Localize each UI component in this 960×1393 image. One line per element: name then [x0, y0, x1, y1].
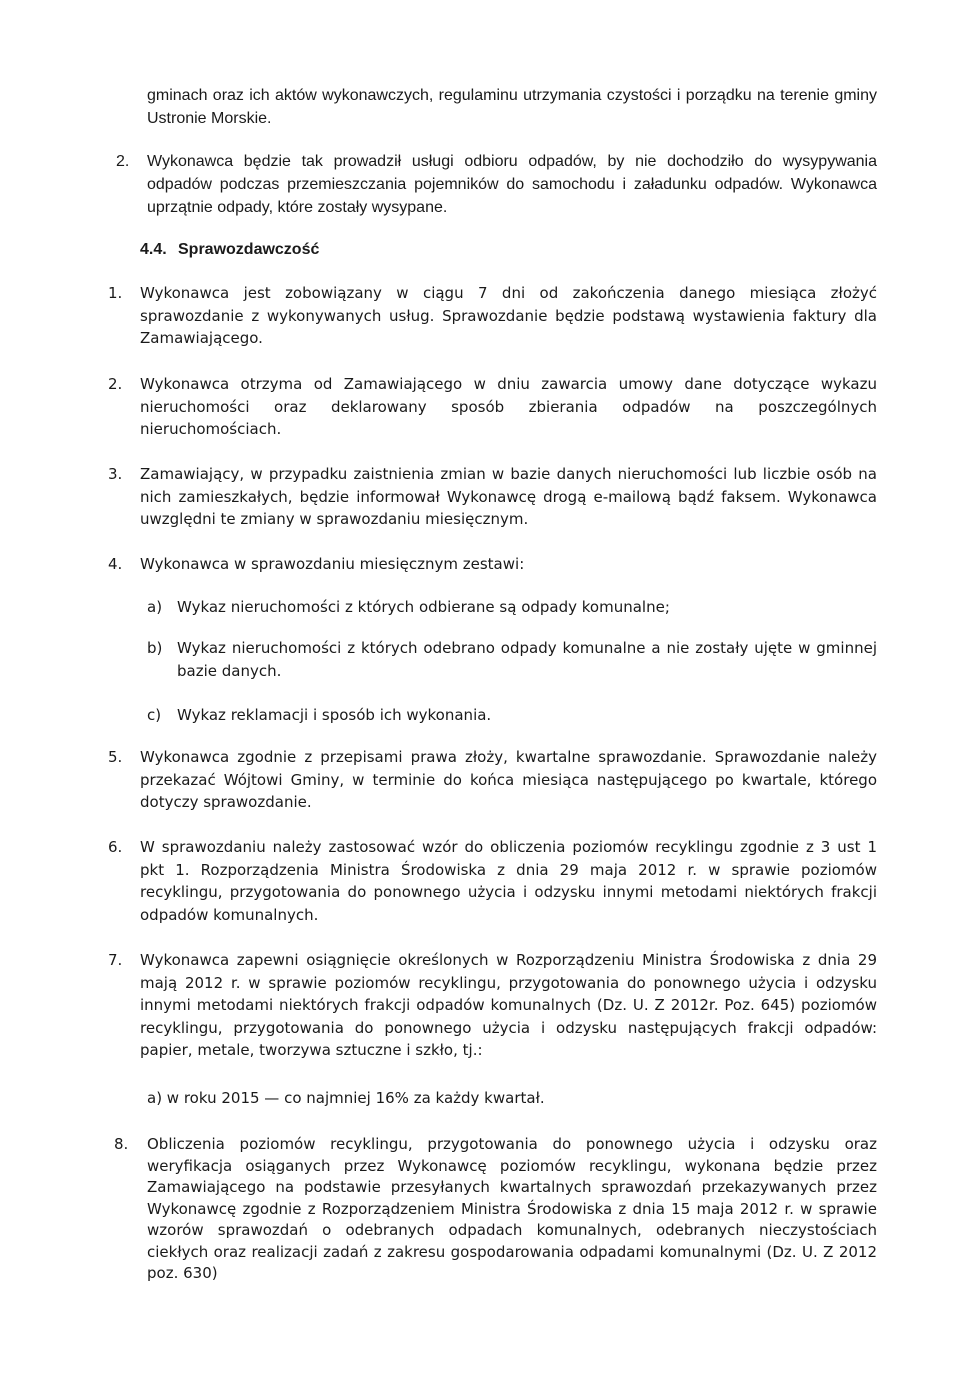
item-5-number: 5. — [108, 748, 123, 766]
item-6-number: 6. — [108, 838, 123, 856]
item-6-text: W sprawozdaniu należy zastosować wzór do obliczenia poziomów recyklingu zgodnie z 3 ust 1 pkt 1. Rozporządzenia Ministra Środowiska z dnia 29 maja 2012 r. w sprawie poziomów recyklingu, przygotowania do ponownego użycia i odzysku innymi metodami niektórych frakcji odpadów komunalnych. — [140, 838, 877, 924]
section-number: 4.4. — [140, 241, 167, 258]
item-3-text: Zamawiający, w przypadku zaistnienia zmian w bazie danych nieruchomości lub liczbie osób na nich zamieszkałych, będzie informował Wykonawcę drogą e-mailową bądź faksem. Wykonawca uwzględni te zmiany w sprawozdaniu miesięcznym. — [140, 465, 877, 528]
sub-item-a-text: Wykaz nieruchomości z których odbierane są odpady komunalne; — [177, 598, 670, 616]
item-8-text: Obliczenia poziomów recyklingu, przygotowania do ponownego użycia i odzysku oraz weryfikacja osiąganych przez Wykonawcę poziomów recyklingu, wykonana będzie przez Zamawiającego na podstawie przesyłanych kwartalnych sprawozdań przekazywanych przez Wykonawcę zgodnie z Rozporządzeniem Ministra Środowiska z dnia 15 maja 2012 r. w sprawie wzorów sprawozdań o odebranych odpadach komunalnych, odebranych nieczystościach ciekłych oraz realizacji zadań z zakresu gospodarowania odpadami komunalnymi (Dz. U. Z 2012 poz. 630) — [147, 1135, 877, 1282]
sub-item-b-label: b) — [147, 639, 163, 657]
item-3-number: 3. — [108, 465, 123, 483]
item-7-number: 7. — [108, 951, 123, 969]
item-5-text: Wykonawca zgodnie z przepisami prawa złoży, kwartalne sprawozdanie. Sprawozdanie należy przekazać Wójtowi Gminy, w terminie do końca miesiąca następującego po kwartale, którego dotyczy sprawozdanie. — [140, 748, 877, 811]
item-2-number: 2. — [108, 375, 123, 393]
section-title: Sprawozdawczość — [178, 241, 320, 258]
item-2-text: Wykonawca otrzyma od Zamawiającego w dniu zawarcia umowy dane dotyczące wykazu nieruchomości oraz deklarowany sposób zbierania odpadów na poszczególnych nieruchomościach. — [140, 375, 877, 438]
item-7-text: Wykonawca zapewni osiągnięcie określonych w Rozporządzeniu Ministra Środowiska z dnia 29 mają 2012 r. w sprawie poziomów recyklingu, przygotowania do ponownego użycia i odzysku innymi metodami niektórych frakcji odpadów komunalnych (Dz. U. Z 2012r. Poz. 645) poziomów recyklingu, przygotowania do ponownego użycia i odzysku następujących frakcji odpadów: papier, metale, tworzywa sztuczne i szkło, tj.: — [140, 951, 877, 1059]
sub-item-a-label: a) — [147, 598, 163, 616]
sub-item-7a-text: a) w roku 2015 — co najmniej 16% za każdy kwartał. — [147, 1089, 545, 1107]
item-4-number: 4. — [108, 555, 123, 573]
item-4-text: Wykonawca w sprawozdaniu miesięcznym zestawi: — [140, 555, 525, 573]
sub-item-c-label: c) — [147, 706, 162, 724]
sub-item-b-text: Wykaz nieruchomości z których odebrano odpady komunalne a nie zostały ujęte w gminnej bazie danych. — [177, 639, 877, 680]
item-1-number: 1. — [108, 284, 123, 302]
prev-item-2-number: 2. — [116, 153, 130, 170]
sub-item-c-text: Wykaz reklamacji i sposób ich wykonania. — [177, 706, 492, 724]
intro-paragraph: gminach oraz ich aktów wykonawczych, regulaminu utrzymania czystości i porządku na terenie gminy Ustronie Morskie. — [147, 87, 877, 127]
item-8-number: 8. — [114, 1135, 129, 1153]
item-1-text: Wykonawca jest zobowiązany w ciągu 7 dni od zakończenia danego miesiąca złożyć sprawozdanie z wykonywanych usług. Sprawozdanie będzie podstawą wystawienia faktury dla Zamawiającego. — [140, 284, 877, 347]
prev-item-2-text: Wykonawca będzie tak prowadził usługi odbioru odpadów, by nie dochodziło do wysypywania odpadów podczas przemieszczania pojemników do samochodu i załadunku odpadów. Wykonawca uprzątnie odpady, które zostały wysypane. — [147, 153, 877, 216]
